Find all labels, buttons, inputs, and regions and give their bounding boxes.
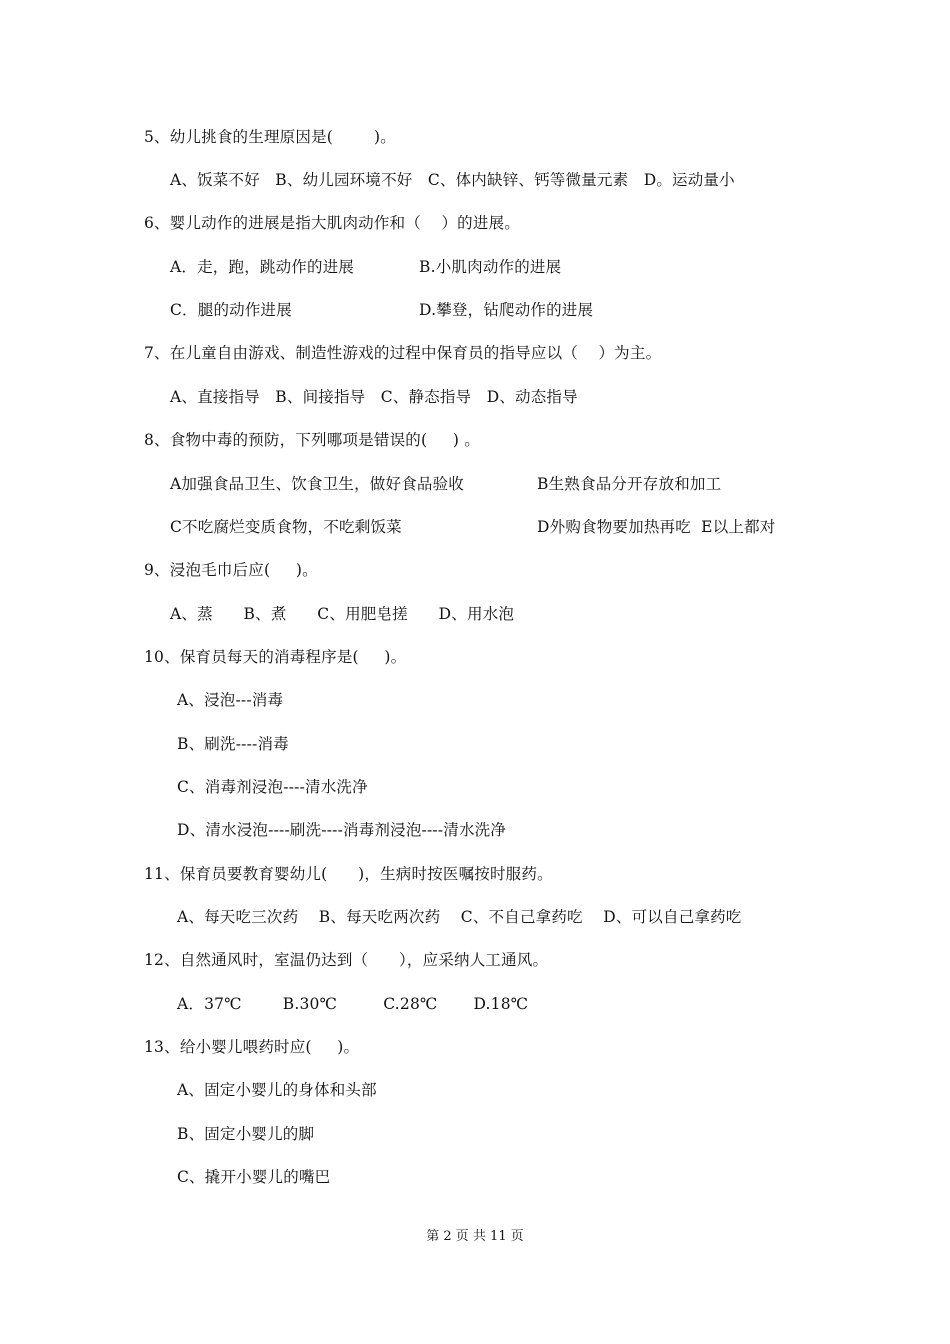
question-5-stem: 5、幼儿挑食的生理原因是( )。 (144, 128, 396, 146)
question-11-stem: 11、保育员要教育婴幼儿( )，生病时按医嘱按时服药。 (144, 865, 553, 883)
question-8-option-a: A加强食品卫生、饮食卫生，做好食品验收 (170, 475, 464, 493)
question-9-stem: 9、浸泡毛巾后应( )。 (144, 561, 318, 579)
question-5-options: A、饭菜不好 B、幼儿园环境不好 C、体内缺锌、钙等微量元素 D。运动量小 (170, 171, 735, 189)
question-8-option-b: B生熟食品分开存放和加工 (537, 475, 722, 493)
question-7-stem: 7、在儿童自由游戏、制造性游戏的过程中保育员的指导应以（ ）为主。 (144, 344, 662, 362)
question-7-options: A、直接指导 B、间接指导 C、静态指导 D、动态指导 (170, 388, 578, 406)
question-13-option-c: C、撬开小婴儿的嘴巴 (177, 1168, 331, 1186)
question-9-options: A、蒸 B、煮 C、用肥皂搓 D、用水泡 (170, 605, 515, 623)
question-12-options: A．37℃ B.30℃ C.28℃ D.18℃ (177, 995, 529, 1013)
question-10-option-d: D、清水浸泡----刷洗----消毒剂浸泡----清水洗净 (177, 821, 507, 839)
question-12-stem: 12、自然通风时，室温仍达到（ ），应采纳人工通风。 (144, 951, 549, 969)
question-8-stem: 8、食物中毒的预防，下列哪项是错误的( ) 。 (144, 431, 480, 449)
question-8-option-d: D外购食物要加热再吃 E以上都对 (537, 518, 776, 536)
question-6-option-a: A．走，跑，跳动作的进展 (170, 258, 355, 276)
question-11-options: A、每天吃三次药 B、每天吃两次药 C、不自己拿药吃 D、可以自己拿药吃 (177, 908, 742, 926)
question-10-stem: 10、保育员每天的消毒程序是( )。 (144, 648, 407, 666)
question-6-option-d: D.攀登，钻爬动作的进展 (419, 301, 594, 319)
question-10-option-c: C、消毒剂浸泡----清水洗净 (177, 778, 368, 796)
question-6-stem: 6、婴儿动作的进展是指大肌肉动作和（ ）的进展。 (144, 214, 520, 232)
question-13-stem: 13、给小婴儿喂药时应( )。 (144, 1038, 360, 1056)
question-13-option-b: B、固定小婴儿的脚 (177, 1125, 315, 1143)
question-10-option-a: A、浸泡---消毒 (177, 691, 284, 709)
question-13-option-a: A、固定小婴儿的身体和头部 (177, 1081, 377, 1099)
question-10-option-b: B、刷洗----消毒 (177, 735, 289, 753)
question-8-option-c: C不吃腐烂变质食物，不吃剩饭菜 (170, 518, 402, 536)
page-number-footer: 第 2 页 共 11 页 (426, 1229, 524, 1244)
question-6-option-b: B.小肌肉动作的进展 (419, 258, 562, 276)
question-6-option-c: C．腿的动作进展 (170, 301, 292, 319)
